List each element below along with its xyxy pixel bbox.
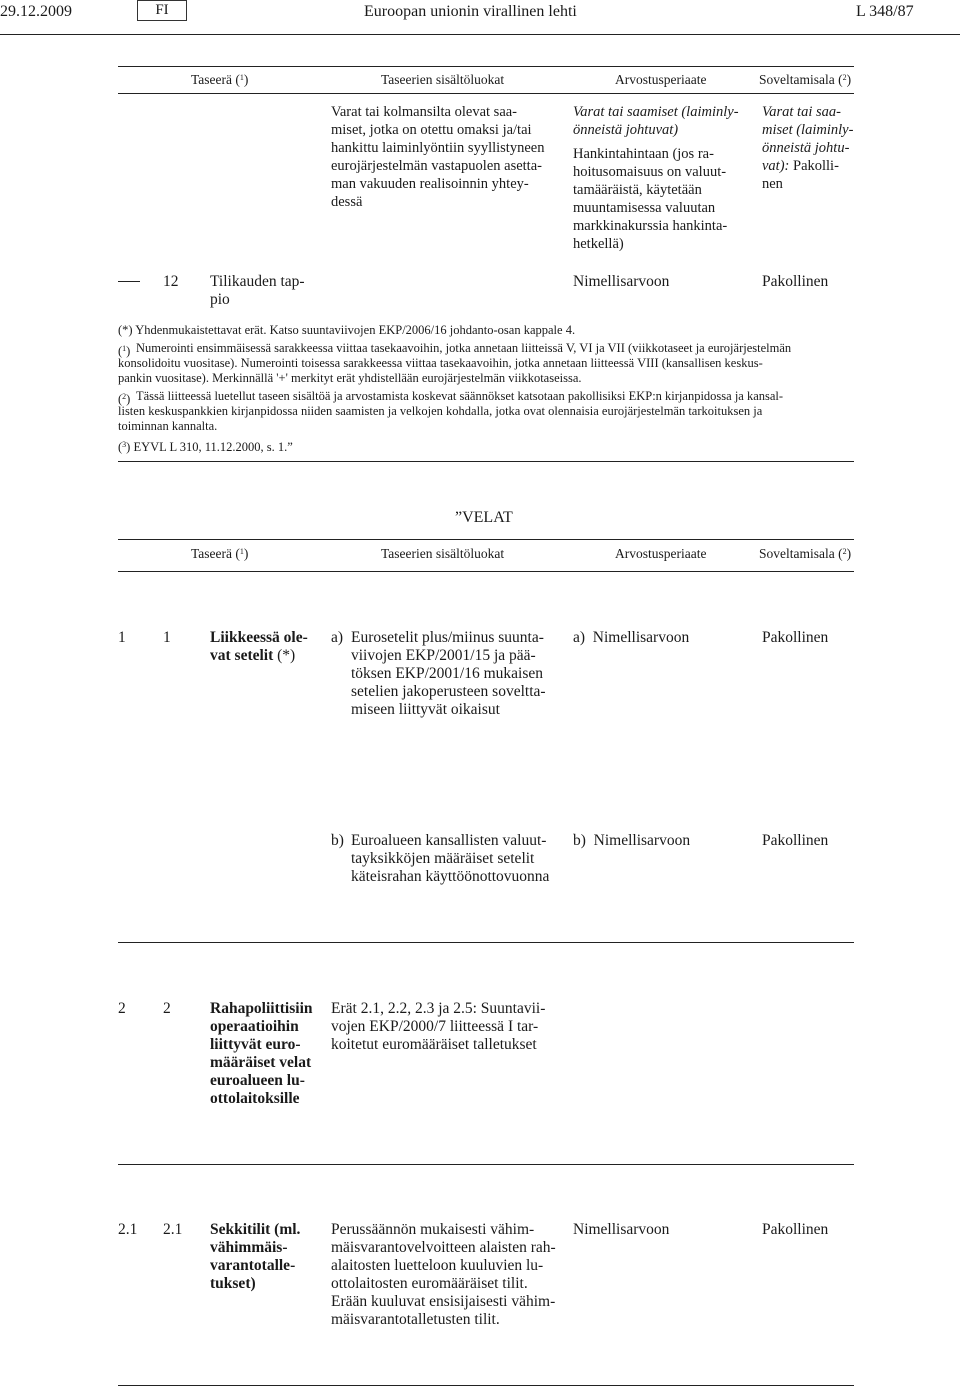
column-header-content: Taseerien sisältöluokat xyxy=(381,72,505,87)
table1-scope-cell: Varat tai saa- miset (laiminly- önneistä johtu- vat): Pakolli- nen xyxy=(762,104,854,192)
column-header-scope: Soveltamisala ($^2$) xyxy=(759,72,852,87)
footnote-star: (*) Yhdenmukaistettavat erät. Katso suuntaviivojen EKP/2006/16 johdanto-osan kappale 4. xyxy=(118,323,576,337)
row1-rule xyxy=(118,942,854,943)
table1-top-rule xyxy=(118,66,854,67)
row2-number-balance: 2 xyxy=(118,1000,126,1017)
column-header-item: Taseerä ($^1$) xyxy=(191,72,249,87)
row21-number-balance: 2.1 xyxy=(118,1221,138,1238)
footnote-3: ($^3$) EYVL L 310, 11.12.2000, s. 1.” xyxy=(118,440,293,454)
footnote-2: ($^2$) Tässä liitteessä luetellut taseen sisältöä ja arvostamista koskevat säännökset katsotaan pakollisiksi EKP:n kirjanpidossa ja kansal- listen keskuspankkien kirjanpidossa niiden saamisten ja velkojen kohdalla, jotka ovat olennaisia eurojärjestelmän tarkoituksen ja toiminnan kannalta. xyxy=(118,389,784,433)
language-code-box: FI xyxy=(137,0,187,21)
row21-valuation: Nimellisarvoon xyxy=(573,1221,670,1238)
row2-rule xyxy=(118,1164,854,1165)
row21-item-name: Sekkitilit (ml. vähimmäis- varantotalle- tukset) xyxy=(210,1221,301,1292)
column-header-valuation: Arvostusperiaate xyxy=(615,72,707,87)
table1-content-cell: Varat tai kolmansilta olevat saa- miset, jotka on otettu omaksi ja/tai hankittu laiminlyöntiin syyllistyneen eurojärjestelmän vastapuolen asetta- man vakuuden realisoinnin yhtey- dessä xyxy=(331,104,545,210)
page-number: L 348/87 xyxy=(856,3,914,20)
row1-item-name: Liikkeessä ole- vat setelit (*) xyxy=(210,629,308,664)
footnote-end-rule xyxy=(118,461,854,462)
row12-scope: Pakollinen xyxy=(762,273,829,290)
row1-valuation-b: b) Nimellisarvoon xyxy=(573,832,691,849)
row12-number: 12 xyxy=(163,273,179,290)
row1-number-ncb: 1 xyxy=(163,629,171,646)
journal-title: Euroopan unionin virallinen lehti xyxy=(364,3,577,20)
row1-scope-b: Pakollinen xyxy=(762,832,829,849)
row1-scope-a: Pakollinen xyxy=(762,629,829,646)
row21-scope: Pakollinen xyxy=(762,1221,829,1238)
row1-valuation-a: a) Nimellisarvoon xyxy=(573,629,690,646)
section-title: ”VELAT xyxy=(455,509,513,526)
row12-valuation: Nimellisarvoon xyxy=(573,273,670,290)
row1-content-a-label: a) xyxy=(331,629,344,646)
row2-number-ncb: 2 xyxy=(163,1000,171,1017)
column-header-valuation: Arvostusperiaate xyxy=(615,546,707,561)
table1-header-rule xyxy=(118,93,854,94)
row21-content: Perussäännön mukaisesti vähim- mäisvarantovelvoitteen alaisten rah- alaitosten luetteloon kuuluvien lu- ottolaitosten euromääräiset tilit. Erään kuuluvat ensisijaisesti vähim- mäisvarantotalletusten tilit. xyxy=(331,1221,556,1328)
footnote-1: ($^1$) Numerointi ensimmäisessä sarakkeessa viittaa tasekaavoihin, jotka annetaan liitteissä V, VI ja VII (viikkotaseet ja eurojärjestelmän konsolidoitu vuositase). Numerointi toisessa sarakkeessa viittaa tasekaavoihin, jotka annetaan liitteessä VIII (kansallisen keskus- pankin vuositase). Merkinnällä '+' merkityt erät yhdistellään eurojärjestelmän viikkotaseissa. xyxy=(118,341,792,385)
row2-content: Erät 2.1, 2.2, 2.3 ja 2.5: Suuntavii- vojen EKP/2000/7 liitteessä I tar- koitetut euromääräiset talletukset xyxy=(331,1000,546,1053)
row2-item-name: Rahapoliittisiin operaatioihin liittyvät euro- määräiset velat euroalueen lu- ottolaitoksille xyxy=(210,1000,313,1107)
row-dash-marker xyxy=(118,281,140,282)
publication-date: 29.12.2009 xyxy=(0,3,72,20)
row1-number-balance: 1 xyxy=(118,629,126,646)
row1-content-b: Euroalueen kansallisten valuut- tayksikköjen määräiset setelit käteisrahan käyttöönottovuonna xyxy=(351,832,550,885)
row1-content-b-label: b) xyxy=(331,832,344,849)
row1-content-a: Eurosetelit plus/miinus suunta- viivojen EKP/2001/15 ja pää- töksen EKP/2001/16 mukaisen setelien jakoperusteen soveltta- miseen liittyvät oikaisut xyxy=(351,629,546,718)
column-header-content: Taseerien sisältöluokat xyxy=(381,546,505,561)
header-rule xyxy=(0,34,960,35)
column-header-scope: Soveltamisala ($^2$) xyxy=(759,546,852,561)
table2-top-rule xyxy=(118,539,854,540)
row21-number-ncb: 2.1 xyxy=(163,1221,183,1238)
column-header-item: Taseerä ($^1$) xyxy=(191,546,249,561)
row12-item-name: Tilikauden tap- pio xyxy=(210,273,305,308)
table2-header-rule xyxy=(118,571,854,572)
table1-valuation-cell: Varat tai saamiset (laiminly- önneistä johtuvat) Hankintahintaan (jos ra- hoitusomaisuus on valuut- tamääräistä, käytetään muuntamisessa valuutan markkinakurssia hankinta- hetkellä) xyxy=(573,104,739,252)
